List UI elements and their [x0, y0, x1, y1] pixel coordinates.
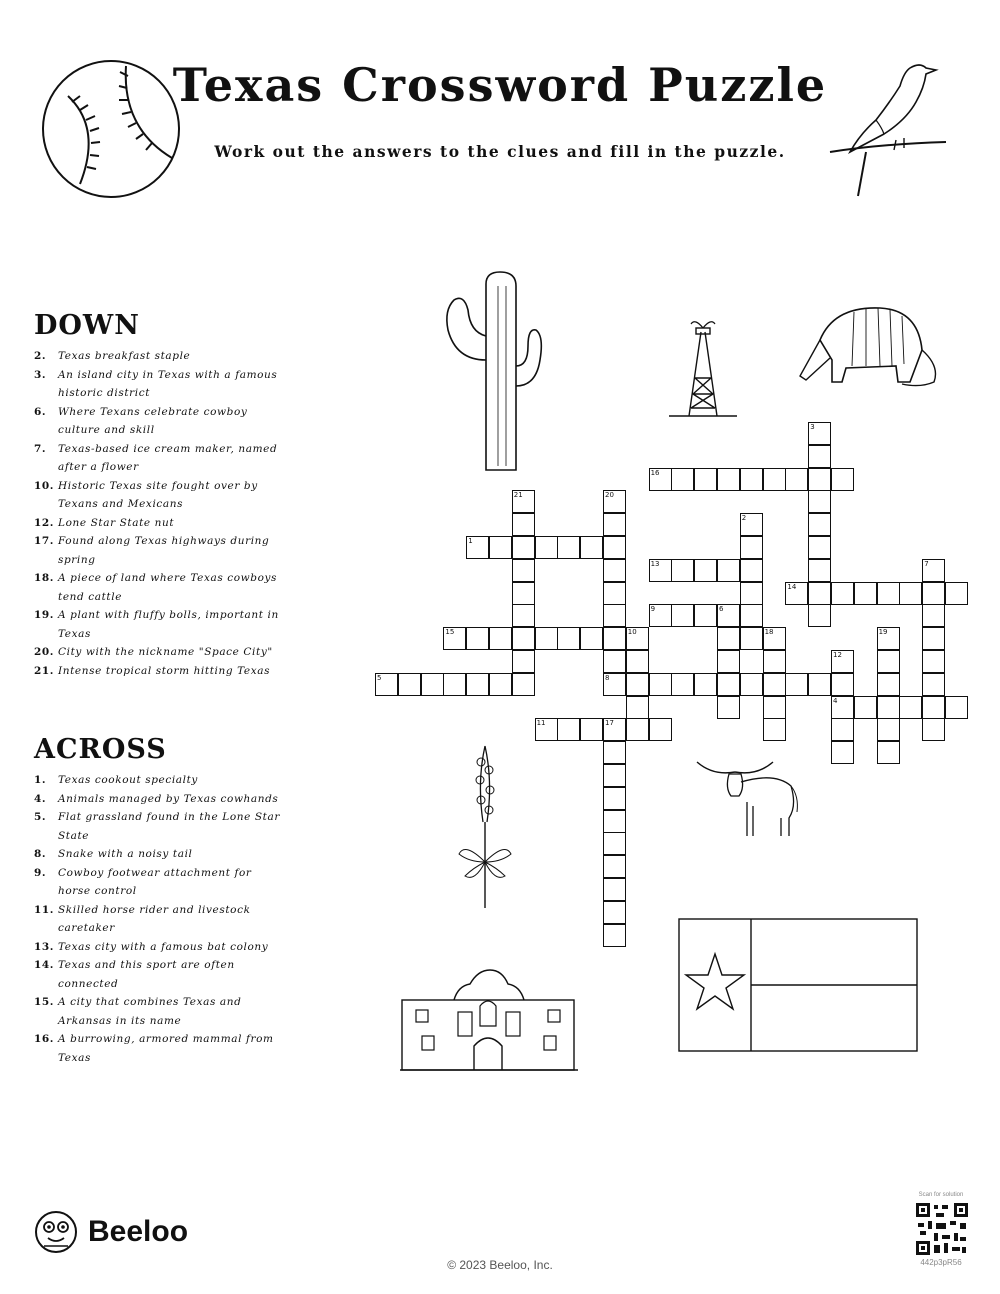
- cell-number: 15: [445, 628, 455, 637]
- crossword-cell[interactable]: [489, 627, 512, 650]
- crossword-cell[interactable]: [512, 490, 535, 513]
- crossword-cell[interactable]: [694, 673, 717, 696]
- clue-number: 9.: [34, 866, 47, 879]
- cell-number: 20: [605, 491, 614, 500]
- cell-number: 14: [787, 582, 797, 591]
- crossword-cell[interactable]: [649, 604, 672, 627]
- crossword-cell[interactable]: [945, 582, 968, 605]
- crossword-cell[interactable]: [922, 718, 945, 741]
- crossword-cell[interactable]: [649, 468, 672, 491]
- clue-number: 2.: [34, 350, 47, 362]
- crossword-cell[interactable]: [877, 673, 900, 696]
- crossword-cell[interactable]: [671, 673, 694, 696]
- qr-label: Scan for solution: [918, 1192, 964, 1198]
- crossword-cell[interactable]: [808, 582, 831, 605]
- crossword-cell[interactable]: [603, 604, 626, 627]
- crossword-cell[interactable]: [740, 536, 763, 559]
- crossword-cell[interactable]: [512, 673, 535, 696]
- page-subtitle: Work out the answers to the clues and fill in the puzzle.: [214, 142, 786, 161]
- down-clue-list: [34, 347, 284, 680]
- clue-text: Found along Texas highways during spring: [58, 535, 270, 566]
- bluebonnet-icon: [455, 742, 515, 910]
- longhorn-icon: [695, 756, 805, 844]
- clue-number: 6.: [34, 405, 47, 418]
- down-clue-3: [34, 366, 284, 403]
- cell-number: 11: [536, 719, 546, 728]
- across-clue-11: [34, 901, 284, 938]
- crossword-cell[interactable]: [877, 696, 900, 719]
- cell-number: 9: [650, 605, 656, 614]
- crossword-cell[interactable]: [831, 718, 854, 741]
- clue-number: 20.: [34, 646, 55, 658]
- clue-text: A burrowing, armored mammal from Texas: [58, 1033, 274, 1064]
- crossword-cell[interactable]: [489, 673, 512, 696]
- crossword-cell[interactable]: [603, 582, 626, 605]
- across-clue-13: [34, 938, 284, 957]
- crossword-cell[interactable]: [808, 445, 831, 468]
- crossword-cell[interactable]: [580, 718, 603, 741]
- crossword-cell[interactable]: [649, 673, 672, 696]
- crossword-cell[interactable]: [671, 604, 694, 627]
- crossword-cell[interactable]: [740, 468, 763, 491]
- crossword-cell[interactable]: [603, 878, 626, 901]
- cell-number: 1: [468, 537, 473, 545]
- crossword-cell[interactable]: [763, 468, 786, 491]
- crossword-cell[interactable]: [603, 513, 626, 536]
- across-clue-16: [34, 1030, 284, 1067]
- crossword-cell[interactable]: [740, 604, 763, 627]
- crossword-cell[interactable]: [740, 559, 763, 582]
- cell-number: 18: [764, 628, 774, 637]
- clue-text: Intense tropical storm hitting Texas: [58, 664, 271, 677]
- down-heading: DOWN: [34, 310, 140, 341]
- crossword-cell[interactable]: [899, 582, 922, 605]
- across-clue-15: [34, 993, 284, 1030]
- clue-text: Animals managed by Texas cowhands: [58, 792, 279, 805]
- across-clue-8: [34, 845, 284, 864]
- crossword-cell[interactable]: [626, 718, 649, 741]
- crossword-cell[interactable]: [831, 673, 854, 696]
- clue-text: Snake with a noisy tail: [58, 848, 193, 860]
- crossword-cell[interactable]: [922, 559, 945, 582]
- clue-number: 10.: [34, 479, 55, 492]
- crossword-cell[interactable]: [626, 650, 649, 673]
- crossword-cell[interactable]: [603, 787, 626, 810]
- crossword-cell[interactable]: [671, 468, 694, 491]
- crossword-cell[interactable]: [831, 696, 854, 719]
- cell-number: 6: [719, 605, 724, 614]
- crossword-cell[interactable]: [922, 582, 945, 605]
- clue-text: Skilled horse rider and livestock caretaker: [58, 903, 251, 934]
- clue-number: 19.: [34, 609, 55, 621]
- crossword-cell[interactable]: [877, 627, 900, 650]
- crossword-cell[interactable]: [603, 855, 626, 878]
- crossword-cell[interactable]: [466, 627, 489, 650]
- clue-number: 12.: [34, 516, 55, 529]
- down-clue-21: [34, 662, 284, 681]
- crossword-cell[interactable]: [649, 559, 672, 582]
- across-clues: [34, 734, 284, 1067]
- cell-number: 5: [377, 673, 382, 682]
- clue-number: 4.: [34, 792, 47, 805]
- crossword-cell[interactable]: [421, 673, 444, 696]
- crossword-cell[interactable]: [603, 764, 626, 787]
- crossword-cell[interactable]: [899, 696, 922, 719]
- crossword-cell[interactable]: [831, 741, 854, 764]
- crossword-cell[interactable]: [740, 673, 763, 696]
- down-clue-20: [34, 643, 284, 662]
- crossword-cell[interactable]: [512, 650, 535, 673]
- clue-text: Flat grassland found in the Lone Star State: [58, 811, 280, 842]
- across-clue-14: [34, 956, 284, 993]
- crossword-cell[interactable]: [808, 536, 831, 559]
- crossword-cell[interactable]: [603, 810, 626, 833]
- crossword-cell[interactable]: [512, 536, 535, 559]
- crossword-cell[interactable]: [466, 536, 489, 559]
- clue-text: A plant with fluffy bolls, important in Texas: [58, 609, 279, 640]
- crossword-cell[interactable]: [763, 718, 786, 741]
- across-clue-5: [34, 808, 284, 845]
- clue-number: 8.: [34, 848, 47, 860]
- crossword-cell[interactable]: [535, 718, 558, 741]
- qr-code-icon[interactable]: [916, 1203, 968, 1255]
- crossword-cell[interactable]: [694, 604, 717, 627]
- crossword-cell[interactable]: [466, 673, 489, 696]
- clue-text: Historic Texas site fought over by Texans and Mexicans: [58, 479, 258, 510]
- cell-number: 17: [605, 719, 614, 728]
- across-clue-4: [34, 790, 284, 809]
- oil-derrick-icon: [665, 318, 740, 420]
- crossword-cell[interactable]: [854, 696, 877, 719]
- mockingbird-icon: [820, 58, 955, 198]
- clue-text: Lone Star State nut: [58, 516, 175, 529]
- armadillo-icon: [794, 300, 944, 392]
- crossword-cell[interactable]: [512, 559, 535, 582]
- crossword-cell[interactable]: [740, 513, 763, 536]
- crossword-cell[interactable]: [922, 696, 945, 719]
- down-clue-6: [34, 403, 284, 440]
- clue-text: Cowboy footwear attachment for horse control: [58, 866, 252, 897]
- crossword-cell[interactable]: [557, 536, 580, 559]
- crossword-cell[interactable]: [740, 582, 763, 605]
- crossword-cell[interactable]: [877, 741, 900, 764]
- crossword-cell[interactable]: [763, 627, 786, 650]
- crossword-cell[interactable]: [763, 696, 786, 719]
- alamo-icon: [398, 966, 580, 1074]
- cell-number: 7: [924, 559, 929, 568]
- crossword-cell[interactable]: [580, 627, 603, 650]
- cell-number: 19: [878, 628, 888, 637]
- clue-number: 21.: [34, 664, 55, 677]
- crossword-cell[interactable]: [717, 604, 740, 627]
- crossword-cell[interactable]: [603, 832, 626, 855]
- cell-number: 13: [650, 559, 660, 568]
- crossword-cell[interactable]: [854, 582, 877, 605]
- cell-number: 21: [513, 491, 523, 500]
- crossword-cell[interactable]: [945, 696, 968, 719]
- crossword-cell[interactable]: [603, 718, 626, 741]
- crossword-cell[interactable]: [671, 559, 694, 582]
- crossword-cell[interactable]: [808, 422, 831, 445]
- clue-number: 17.: [34, 535, 55, 547]
- crossword-cell[interactable]: [398, 673, 421, 696]
- crossword-cell[interactable]: [512, 627, 535, 650]
- crossword-cell[interactable]: [763, 650, 786, 673]
- crossword-cell[interactable]: [580, 536, 603, 559]
- clue-text: A piece of land where Texas cowboys tend cattle: [58, 572, 278, 603]
- crossword-cell[interactable]: [808, 468, 831, 491]
- crossword-cell[interactable]: [785, 582, 808, 605]
- crossword-cell[interactable]: [603, 673, 626, 696]
- crossword-cell[interactable]: [603, 741, 626, 764]
- crossword-cell[interactable]: [603, 490, 626, 513]
- crossword-cell[interactable]: [831, 468, 854, 491]
- down-clues: [34, 310, 284, 680]
- page-title: Texas Crossword Puzzle: [172, 58, 828, 112]
- crossword-cell[interactable]: [785, 468, 808, 491]
- clue-text: Texas cookout specialty: [58, 774, 198, 786]
- qr-code-text: 442p3pR56: [920, 1258, 962, 1267]
- crossword-cell[interactable]: [922, 604, 945, 627]
- crossword-cell[interactable]: [808, 490, 831, 513]
- cell-number: 10: [627, 628, 637, 637]
- crossword-cell[interactable]: [717, 468, 740, 491]
- clue-number: 1.: [34, 774, 47, 786]
- across-clue-1: [34, 771, 284, 790]
- crossword-cell[interactable]: [717, 559, 740, 582]
- crossword-cell[interactable]: [808, 673, 831, 696]
- crossword-cell[interactable]: [375, 673, 398, 696]
- crossword-cell[interactable]: [922, 650, 945, 673]
- crossword-cell[interactable]: [603, 627, 626, 650]
- clue-text: Where Texans celebrate cowboy culture and skill: [58, 405, 248, 436]
- crossword-cell[interactable]: [717, 627, 740, 650]
- crossword-cell[interactable]: [535, 536, 558, 559]
- crossword-cell[interactable]: [694, 468, 717, 491]
- crossword-cell[interactable]: [603, 559, 626, 582]
- down-clue-17: [34, 532, 284, 569]
- cell-number: 16: [650, 468, 660, 477]
- clue-number: 11.: [34, 903, 55, 916]
- clue-text: Texas city with a famous bat colony: [58, 940, 269, 953]
- clue-number: 3.: [34, 368, 47, 381]
- crossword-cell[interactable]: [649, 718, 672, 741]
- crossword-cell[interactable]: [626, 696, 649, 719]
- crossword-cell[interactable]: [557, 627, 580, 650]
- crossword-cell[interactable]: [831, 582, 854, 605]
- crossword-cell[interactable]: [512, 582, 535, 605]
- cell-number: 2: [741, 514, 747, 523]
- cactus-icon: [440, 270, 550, 472]
- crossword-cell[interactable]: [694, 559, 717, 582]
- cell-number: 3: [810, 423, 815, 431]
- across-clue-list: [34, 771, 284, 1067]
- beeloo-logo-icon: [34, 1210, 78, 1254]
- down-clue-18: [34, 569, 284, 606]
- crossword-cell[interactable]: [557, 718, 580, 741]
- crossword-cell[interactable]: [763, 673, 786, 696]
- clue-text: City with the nickname "Space City": [58, 646, 273, 658]
- texas-flag-icon: [678, 918, 918, 1052]
- across-clue-9: [34, 864, 284, 901]
- crossword-cell[interactable]: [717, 650, 740, 673]
- crossword-cell[interactable]: [512, 513, 535, 536]
- crossword-cell[interactable]: [603, 536, 626, 559]
- crossword-cell[interactable]: [922, 627, 945, 650]
- crossword-cell[interactable]: [808, 604, 831, 627]
- crossword-cell[interactable]: [626, 627, 649, 650]
- crossword-cell[interactable]: [535, 627, 558, 650]
- cell-number: 12: [833, 651, 842, 659]
- brand-name: Beeloo: [88, 1215, 189, 1248]
- crossword-cell[interactable]: [785, 673, 808, 696]
- crossword-cell[interactable]: [877, 582, 900, 605]
- down-clue-7: [34, 440, 284, 477]
- crossword-cell[interactable]: [603, 901, 626, 924]
- clue-text: A city that combines Texas and Arkansas in its name: [58, 996, 242, 1027]
- clue-number: 14.: [34, 959, 55, 971]
- down-clue-10: [34, 477, 284, 514]
- cell-number: 8: [605, 673, 610, 682]
- crossword-cell[interactable]: [877, 650, 900, 673]
- crossword-cell[interactable]: [831, 650, 854, 673]
- crossword-cell[interactable]: [626, 673, 649, 696]
- crossword-cell[interactable]: [717, 696, 740, 719]
- crossword-cell[interactable]: [717, 673, 740, 696]
- clue-number: 5.: [34, 811, 47, 823]
- down-clue-2: [34, 347, 284, 366]
- crossword-cell[interactable]: [740, 627, 763, 650]
- clue-number: 18.: [34, 572, 55, 584]
- crossword-cell[interactable]: [877, 718, 900, 741]
- across-heading: ACROSS: [34, 734, 167, 765]
- crossword-cell[interactable]: [922, 673, 945, 696]
- clue-number: 13.: [34, 940, 55, 953]
- baseball-icon: [40, 58, 182, 200]
- crossword-cell[interactable]: [603, 650, 626, 673]
- crossword-cell[interactable]: [443, 673, 466, 696]
- clue-number: 15.: [34, 996, 55, 1008]
- clue-text: Texas breakfast staple: [58, 350, 191, 362]
- clue-text: Texas and this sport are often connected: [58, 959, 235, 990]
- down-clue-19: [34, 606, 284, 643]
- crossword-cell[interactable]: [443, 627, 466, 650]
- cell-number: 4: [833, 696, 838, 705]
- crossword-cell[interactable]: [808, 513, 831, 536]
- crossword-cell[interactable]: [808, 559, 831, 582]
- down-clue-12: [34, 514, 284, 533]
- crossword-cell[interactable]: [489, 536, 512, 559]
- clue-text: An island city in Texas with a famous historic district: [58, 368, 278, 399]
- copyright: © 2023 Beeloo, Inc.: [447, 1258, 553, 1272]
- clue-number: 7.: [34, 442, 47, 455]
- crossword-cell[interactable]: [603, 924, 626, 947]
- clue-number: 16.: [34, 1033, 55, 1045]
- brand: [34, 1210, 188, 1254]
- crossword-cell[interactable]: [512, 604, 535, 627]
- clue-text: Texas-based ice cream maker, named after a flower: [58, 442, 278, 473]
